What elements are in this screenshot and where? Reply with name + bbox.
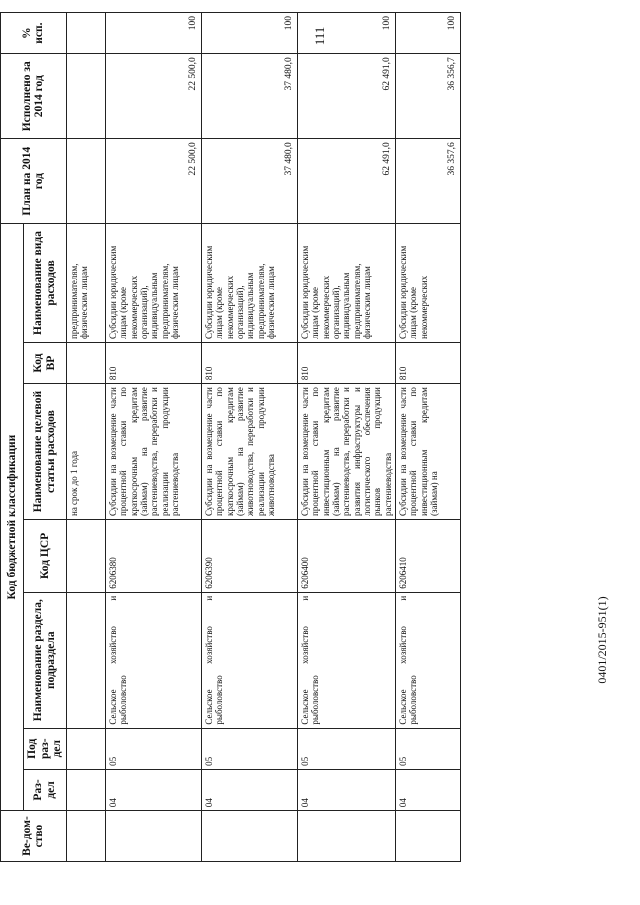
cell-csr-name: Субсидии на возмещение части процентной ставки по инвестиционным кредитам (займам) на развитие растениеводства, переработки и развития инфраструктуры и логистического обеспечения рынков продукции растениеводства xyxy=(297,384,395,520)
cell-razdel-name: Сельское хозяйство и рыболовство xyxy=(201,592,297,728)
col-done: Исполнено за 2014 год xyxy=(1,54,67,139)
cell-done: 62 491,0 xyxy=(297,54,395,139)
cell-razdel: 04 xyxy=(105,769,201,810)
cell-vedomstvo xyxy=(297,811,395,862)
col-csr-name: Наименование целевой статьи расходов xyxy=(24,384,67,520)
cell-razdel-name: Сельское хозяйство и рыболовство xyxy=(297,592,395,728)
group-header: Код бюджетной классификации xyxy=(1,224,24,811)
cell-vr: 810 xyxy=(105,342,201,383)
cell-vr: 810 xyxy=(396,342,461,383)
cell-empty xyxy=(66,54,105,139)
cell-vr-name: Субсидии юридическим лицам (кроме некоммерческих xyxy=(396,224,461,343)
cell-vr-name: предпринимателям, физическим лицам xyxy=(66,224,105,343)
cell-empty xyxy=(66,520,105,593)
cell-csr-name: Субсидии на возмещение части процентной ставки по краткосрочным кредитам (займам) на развитие животноводства, переработки и реализации продукции животноводства xyxy=(201,384,297,520)
cell-razdel: 04 xyxy=(297,769,395,810)
col-vr: Код ВР xyxy=(24,342,67,383)
page-number: 111 xyxy=(312,26,327,46)
cell-vr-name: Субсидии юридическим лицам (кроме некоммерческих организаций), индивидуальным предпринимателям, физическим лицам xyxy=(297,224,395,343)
cell-done: 22 500,0 xyxy=(105,54,201,139)
cell-podrazdel: 05 xyxy=(297,728,395,769)
table-row-continuation xyxy=(66,13,105,862)
cell-plan: 62 491,0 xyxy=(297,139,395,224)
table-row xyxy=(105,13,201,862)
col-vr-name: Наименование вида расходов xyxy=(24,224,67,343)
cell-pct: 100 xyxy=(396,13,461,54)
cell-podrazdel: 05 xyxy=(201,728,297,769)
col-csr: Код ЦСР xyxy=(24,520,67,593)
budget-table-rotated xyxy=(0,12,458,862)
cell-razdel-name: Сельское хозяйство и рыболовство xyxy=(105,592,201,728)
table-row xyxy=(201,13,297,862)
cell-pct: 100 xyxy=(201,13,297,54)
cell-razdel-name: Сельское хозяйство и рыболовство xyxy=(396,592,461,728)
cell-plan: 22 500,0 xyxy=(105,139,201,224)
col-podrazdel: Под раз-дел xyxy=(24,728,67,769)
cell-vr-name: Субсидии юридическим лицам (кроме некоммерческих организаций), индивидуальным предпринимателям, физическим лицам xyxy=(201,224,297,343)
cell-vr-name: Субсидии юридическим лицам (кроме некоммерческих организаций), индивидуальным предпринимателям, физическим лицам xyxy=(105,224,201,343)
cell-done: 37 480,0 xyxy=(201,54,297,139)
cell-vedomstvo xyxy=(396,811,461,862)
cell-pct: 100 xyxy=(297,13,395,54)
col-vedomstvo: Ве-дом-ство xyxy=(1,811,67,862)
cell-razdel: 04 xyxy=(201,769,297,810)
cell-vr: 810 xyxy=(297,342,395,383)
cell-vedomstvo xyxy=(105,811,201,862)
cell-empty xyxy=(66,769,105,810)
col-plan: План на 2014 год xyxy=(1,139,67,224)
col-pct: % исп. xyxy=(1,13,67,54)
cell-plan: 36 357,6 xyxy=(396,139,461,224)
cell-razdel: 04 xyxy=(396,769,461,810)
cell-empty xyxy=(66,13,105,54)
col-razdel-name: Наименование раздела, подраздела xyxy=(24,592,67,728)
cell-csr-name: Субсидии на возмещение части процентной ставки по краткосрочным кредитам (займам) на развитие растениеводства, переработки и реализации продукции растениеводства xyxy=(105,384,201,520)
cell-pct: 100 xyxy=(105,13,201,54)
cell-podrazdel: 05 xyxy=(105,728,201,769)
cell-empty xyxy=(66,811,105,862)
cell-csr-name: Субсидии на возмещение части процентной ставки по инвестиционным кредитам (займам) на xyxy=(396,384,461,520)
cell-empty xyxy=(66,592,105,728)
cell-csr-name: на срок до 1 года xyxy=(66,384,105,520)
budget-table xyxy=(0,12,461,862)
cell-csr: 6206410 xyxy=(396,520,461,593)
cell-empty xyxy=(66,728,105,769)
cell-vedomstvo xyxy=(201,811,297,862)
col-razdel: Раз-дел xyxy=(24,769,67,810)
document-code: 0401/2015-951(1) xyxy=(595,596,609,684)
cell-csr: 6206390 xyxy=(201,520,297,593)
cell-podrazdel: 05 xyxy=(396,728,461,769)
cell-plan: 37 480,0 xyxy=(201,139,297,224)
cell-csr: 6206400 xyxy=(297,520,395,593)
cell-done: 36 356,7 xyxy=(396,54,461,139)
table-row xyxy=(396,13,461,862)
cell-empty xyxy=(66,139,105,224)
cell-vr: 810 xyxy=(201,342,297,383)
table-row xyxy=(297,13,395,862)
cell-csr: 6206380 xyxy=(105,520,201,593)
cell-empty xyxy=(66,342,105,383)
